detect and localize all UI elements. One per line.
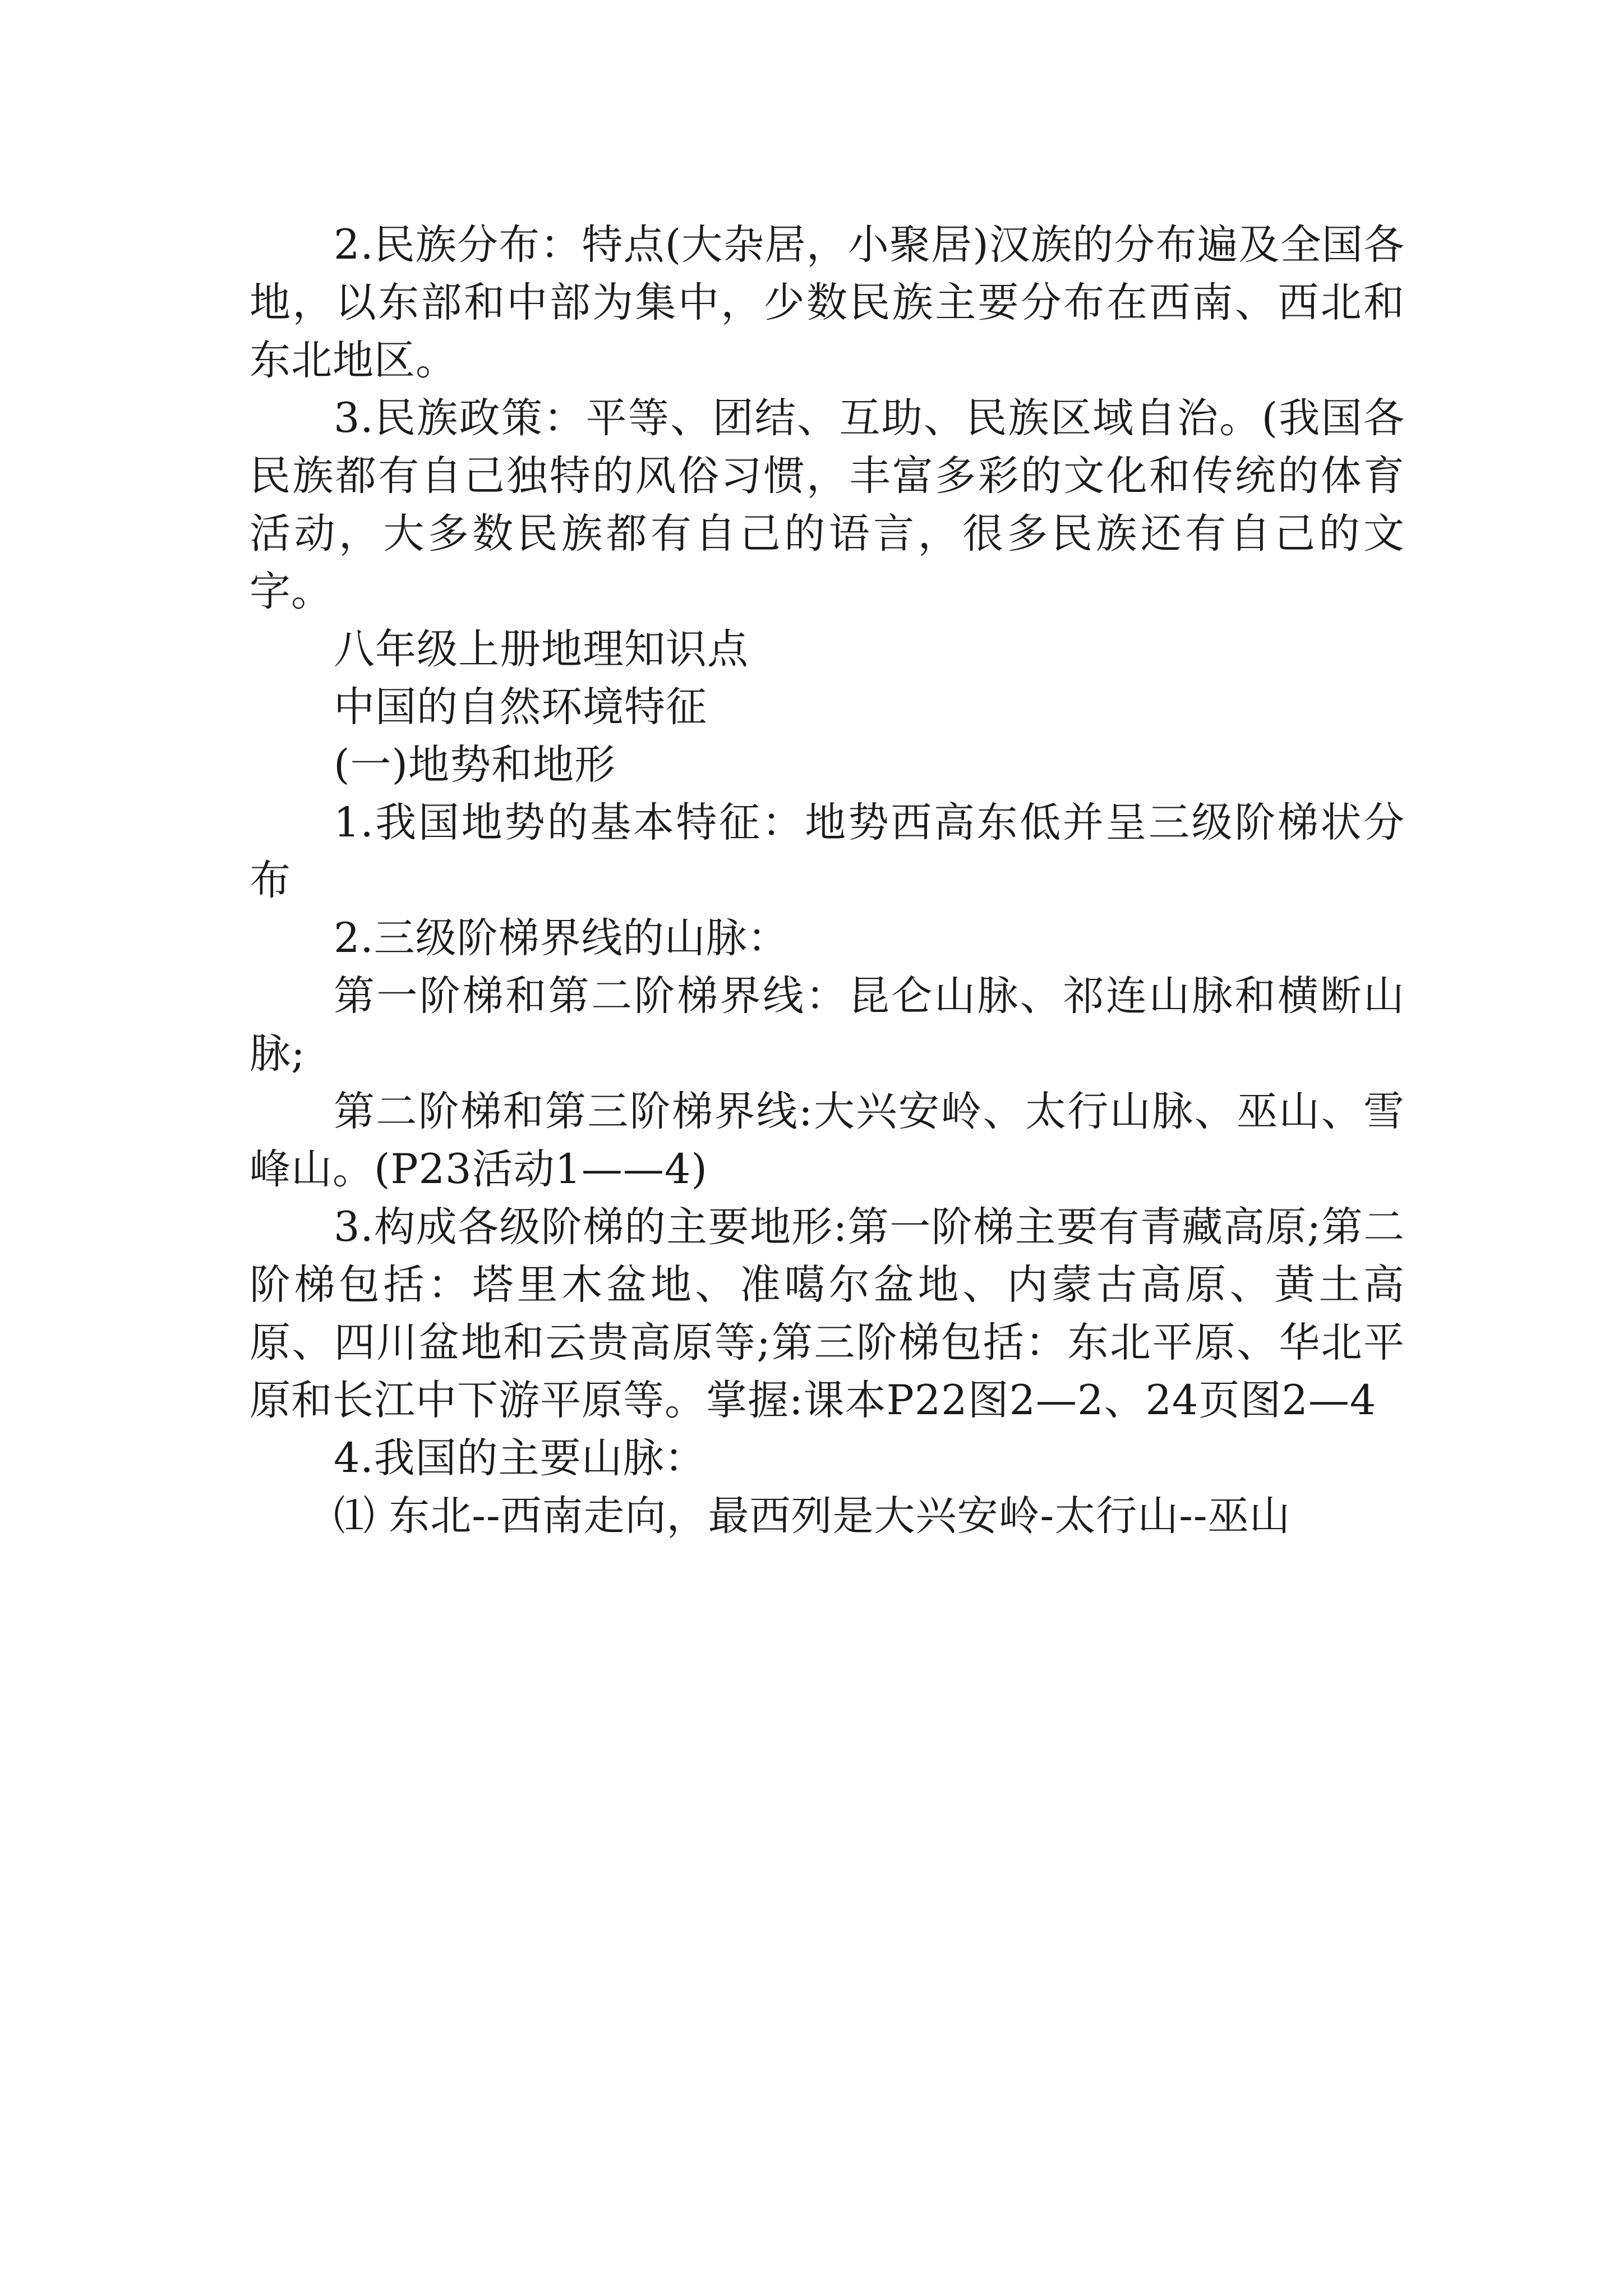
paragraph-step-boundaries: 2.三级阶梯界线的山脉： <box>334 914 789 962</box>
section-heading-grade8: 八年级上册地理知识点 <box>334 625 749 673</box>
paragraph-first-second-boundary: 第一阶梯和第二阶梯界线：昆仑山脉、祁连山脉和横断山脉; <box>250 972 1405 1078</box>
document-body <box>250 216 1405 1545</box>
paragraph-main-mountains: 4.我国的主要山脉： <box>334 1434 706 1482</box>
paragraph-terrain-feature: 1.我国地势的基本特征：地势西高东低并呈三级阶梯状分布 <box>250 799 1405 904</box>
paragraph-ne-sw-mountains: ⑴ 东北--西南走向，最西列是大兴安岭-太行山--巫山 <box>334 1492 1291 1540</box>
paragraph-ethnic-policy: 3.民族政策：平等、团结、互助、民族区域自治。(我国各民族都有自己独特的风俗习惯，丰富多彩的文化和传统的体育活动，大多数民族都有自己的语言，很多民族还有自己的文字。 <box>250 394 1405 615</box>
paragraph-second-third-boundary: 第二阶梯和第三阶梯界线:大兴安岭、太行山脉、巫山、雪峰山。(P23活动1——4) <box>250 1088 1405 1193</box>
section-heading-natural-environment: 中国的自然环境特征 <box>334 683 707 731</box>
paragraph-ethnic-distribution: 2.民族分布：特点(大杂居，小聚居)汉族的分布遍及全国各地，以东部和中部为集中，少数民族主要分布在西南、西北和东北地区。 <box>250 221 1405 384</box>
subsection-heading-terrain: (一)地势和地形 <box>334 741 616 789</box>
paragraph-step-landforms: 3.构成各级阶梯的主要地形:第一阶梯主要有青藏高原;第二阶梯包括：塔里木盆地、准噶尔盆地、内蒙古高原、黄土高原、四川盆地和云贵高原等;第三阶梯包括：东北平原、华北平原和长江中下游平原等。掌握:课本P22图2—2、24页图2—4 <box>250 1203 1405 1424</box>
